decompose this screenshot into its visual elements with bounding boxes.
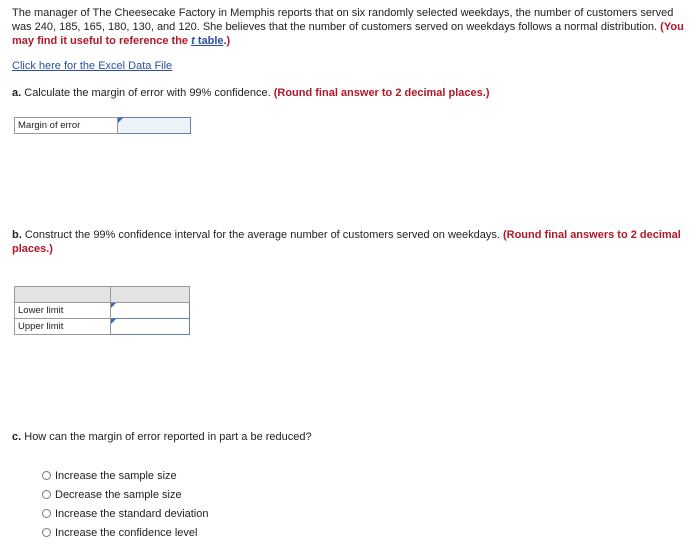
question-c (12, 430, 686, 444)
problem-statement (12, 6, 686, 48)
table-row (15, 303, 190, 319)
option-increase-standard-deviation[interactable] (42, 504, 209, 523)
t-letter: t (191, 35, 195, 47)
option-label: Increase the standard deviation (55, 507, 209, 520)
hint-prefix: (You may find it useful to reference the (12, 21, 684, 47)
option-increase-confidence-level[interactable] (42, 523, 209, 542)
question-b (12, 228, 686, 256)
upper-limit-label: Upper limit (15, 319, 111, 335)
table-row (15, 118, 191, 134)
margin-of-error-input[interactable] (118, 118, 191, 134)
question-a-hint: (Round final answer to 2 decimal places.) (273, 87, 490, 99)
table-row (15, 319, 190, 335)
margin-of-error-label: Margin of error (15, 118, 118, 134)
question-b-hint: (Round final answers to 2 decimal places.) (12, 229, 681, 255)
table-header-cell (15, 287, 111, 303)
hint-suffix: .) (223, 35, 231, 47)
upper-limit-input[interactable] (111, 319, 190, 335)
table-header-row (15, 287, 190, 303)
question-c-letter: c. (12, 431, 22, 443)
radio-button[interactable] (42, 509, 51, 518)
question-a-letter: a. (12, 87, 22, 99)
question-b-letter: b. (12, 229, 22, 241)
option-label: Decrease the sample size (55, 488, 182, 501)
problem-text: The manager of The Cheesecake Factory in Memphis reports that on six randomly selected weekdays, the number of customers served was 240, 185, 165, 180, 130, and 120. She believes that the number of customers served on weekdays follows a normal distribution. (12, 7, 674, 33)
lower-limit-input[interactable] (111, 303, 190, 319)
t-table-link[interactable] (191, 35, 223, 47)
question-c-text: How can the margin of error reported in part a be reduced? (21, 431, 312, 443)
question-a (12, 86, 686, 100)
excel-data-link[interactable]: Click here for the Excel Data File (12, 60, 173, 72)
margin-of-error-table (14, 117, 191, 134)
radio-button[interactable] (42, 528, 51, 537)
option-decrease-sample-size[interactable] (42, 485, 209, 504)
lower-limit-label: Lower limit (15, 303, 111, 319)
question-b-text: Construct the 99% confidence interval for the average number of customers served on weekdays. (21, 229, 503, 241)
confidence-interval-table (14, 286, 190, 335)
t-table-link-text: table (194, 35, 224, 47)
option-label: Increase the sample size (55, 469, 177, 482)
radio-button[interactable] (42, 490, 51, 499)
question-a-text: Calculate the margin of error with 99% confidence. (21, 87, 274, 99)
answer-options (42, 466, 209, 542)
option-label: Increase the confidence level (55, 526, 198, 539)
option-increase-sample-size[interactable] (42, 466, 209, 485)
table-header-cell (111, 287, 190, 303)
radio-button[interactable] (42, 471, 51, 480)
